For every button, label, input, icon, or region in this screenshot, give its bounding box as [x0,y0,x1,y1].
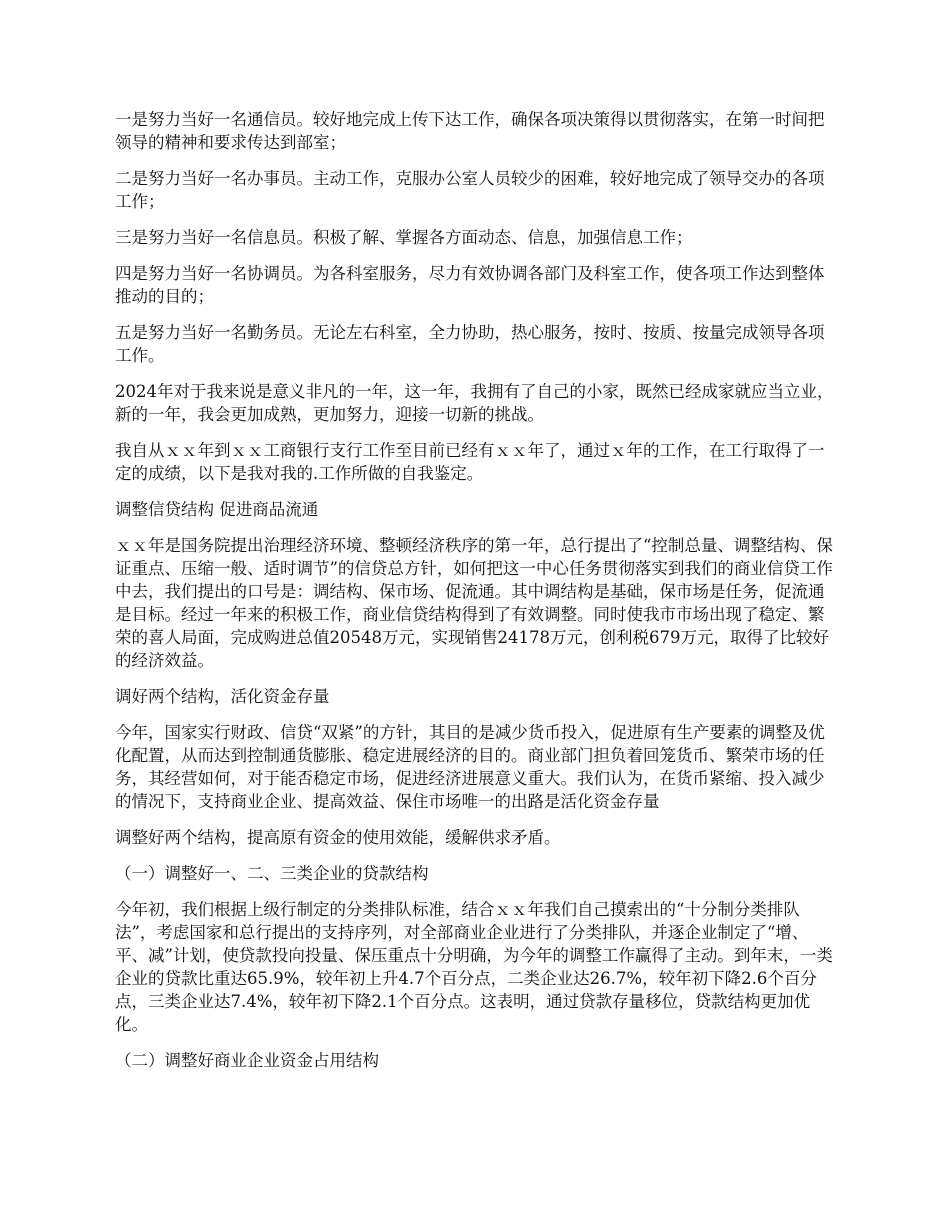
paragraph-year-reflection: 2024年对于我来说是意义非凡的一年，这一年，我拥有了自己的小家，既然已经成家就应当立业，新的一年，我会更加成熟，更加努力，迎接一切新的挑战。 [115,382,834,424]
subheading-fund-occupation: （二）调整好商业企业资金占用结构 [115,1051,379,1070]
section-heading-credit-structure: 调整信贷结构 促进商品流通 [115,500,319,519]
subheading-loan-structure: （一）调整好一、二、三类企业的贷款结构 [115,864,429,883]
paragraph-duty-coordinator: 四是努力当好一名协调员。为各科室服务，尽力有效协调各部门及科室工作，使各项工作达到整体推动的目的； [115,264,825,306]
paragraph-loan-ranking: 今年初，我们根据上级行制定的分类排队标准，结合ｘｘ年我们自己摸索出的“十分制分类排队法”，考虑国家和总行提出的支持序列，对全部商业企业进行了分类排队，并逐企业制定了“增、平、减”计划，使贷款投向投量、保压重点十分明确，为今年的调整工作赢得了主动。到年末，一类企业的贷款比重达65.9%，较年初上升4.7个百分点，二类企业达26.7%，较年初下降2.6个百分点，三类企业达7.4%，较年初下降2.1个百分点。这表明，通过贷款存量移位，贷款结构更加优化。 [115,900,833,1034]
paragraph-duty-service: 五是努力当好一名勤务员。无论左右科室，全力协助，热心服务，按时、按质、按量完成领导各项工作。 [115,323,825,365]
paragraph-self-assessment-intro: 我自从ｘｘ年到ｘｘ工商银行支行工作至目前已经有ｘｘ年了，通过ｘ年的工作，在工行取得了一定的成绩，以下是我对我的.工作所做的自我鉴定。 [115,441,825,483]
paragraph-duty-communicator: 一是努力当好一名通信员。较好地完成上传下达工作，确保各项决策得以贯彻落实，在第一时间把领导的精神和要求传达到部室； [115,110,825,152]
paragraph-adjust-two-structures: 调整好两个结构，提高原有资金的使用效能，缓解供求矛盾。 [115,828,561,847]
section-heading-two-structures: 调好两个结构，活化资金存量 [115,687,330,706]
paragraph-duty-clerk: 二是努力当好一名办事员。主动工作，克服办公室人员较少的困难，较好地完成了领导交办的各项工作； [115,169,825,211]
paragraph-double-tight-policy: 今年，国家实行财政、信贷“双紧”的方针，其目的是减少货币投入，促进原有生产要素的调整及优化配置，从而达到控制通货膨胀、稳定进展经济的目的。商业部门担负着回笼货币、繁荣市场的任务，其经营如何，对于能否稳定市场，促进经济进展意义重大。我们认为，在货币紧缩、投入减少的情况下，支持商业企业、提高效益、保住市场唯一的出路是活化资金存量 [115,723,825,811]
document-body [115,108,840,1085]
paragraph-duty-information: 三是努力当好一名信息员。积极了解、掌握各方面动态、信息，加强信息工作； [115,228,693,247]
paragraph-credit-policy: ｘｘ年是国务院提出治理经济环境、整顿经济秩序的第一年，总行提出了“控制总量、调整结构、保证重点、压缩一般、适时调节”的信贷总方针，如何把这一中心任务贯彻落实到我们的商业信贷工作中去，我们提出的口号是：调结构、保市场、促流通。其中调结构是基础，保市场是任务，促流通是目标。经过一年来的积极工作，商业信贷结构得到了有效调整。同时使我市市场出现了稳定、繁荣的喜人局面，完成购进总值20548万元，实现销售24178万元，创利税679万元，取得了比较好的经济效益。 [115,536,833,670]
